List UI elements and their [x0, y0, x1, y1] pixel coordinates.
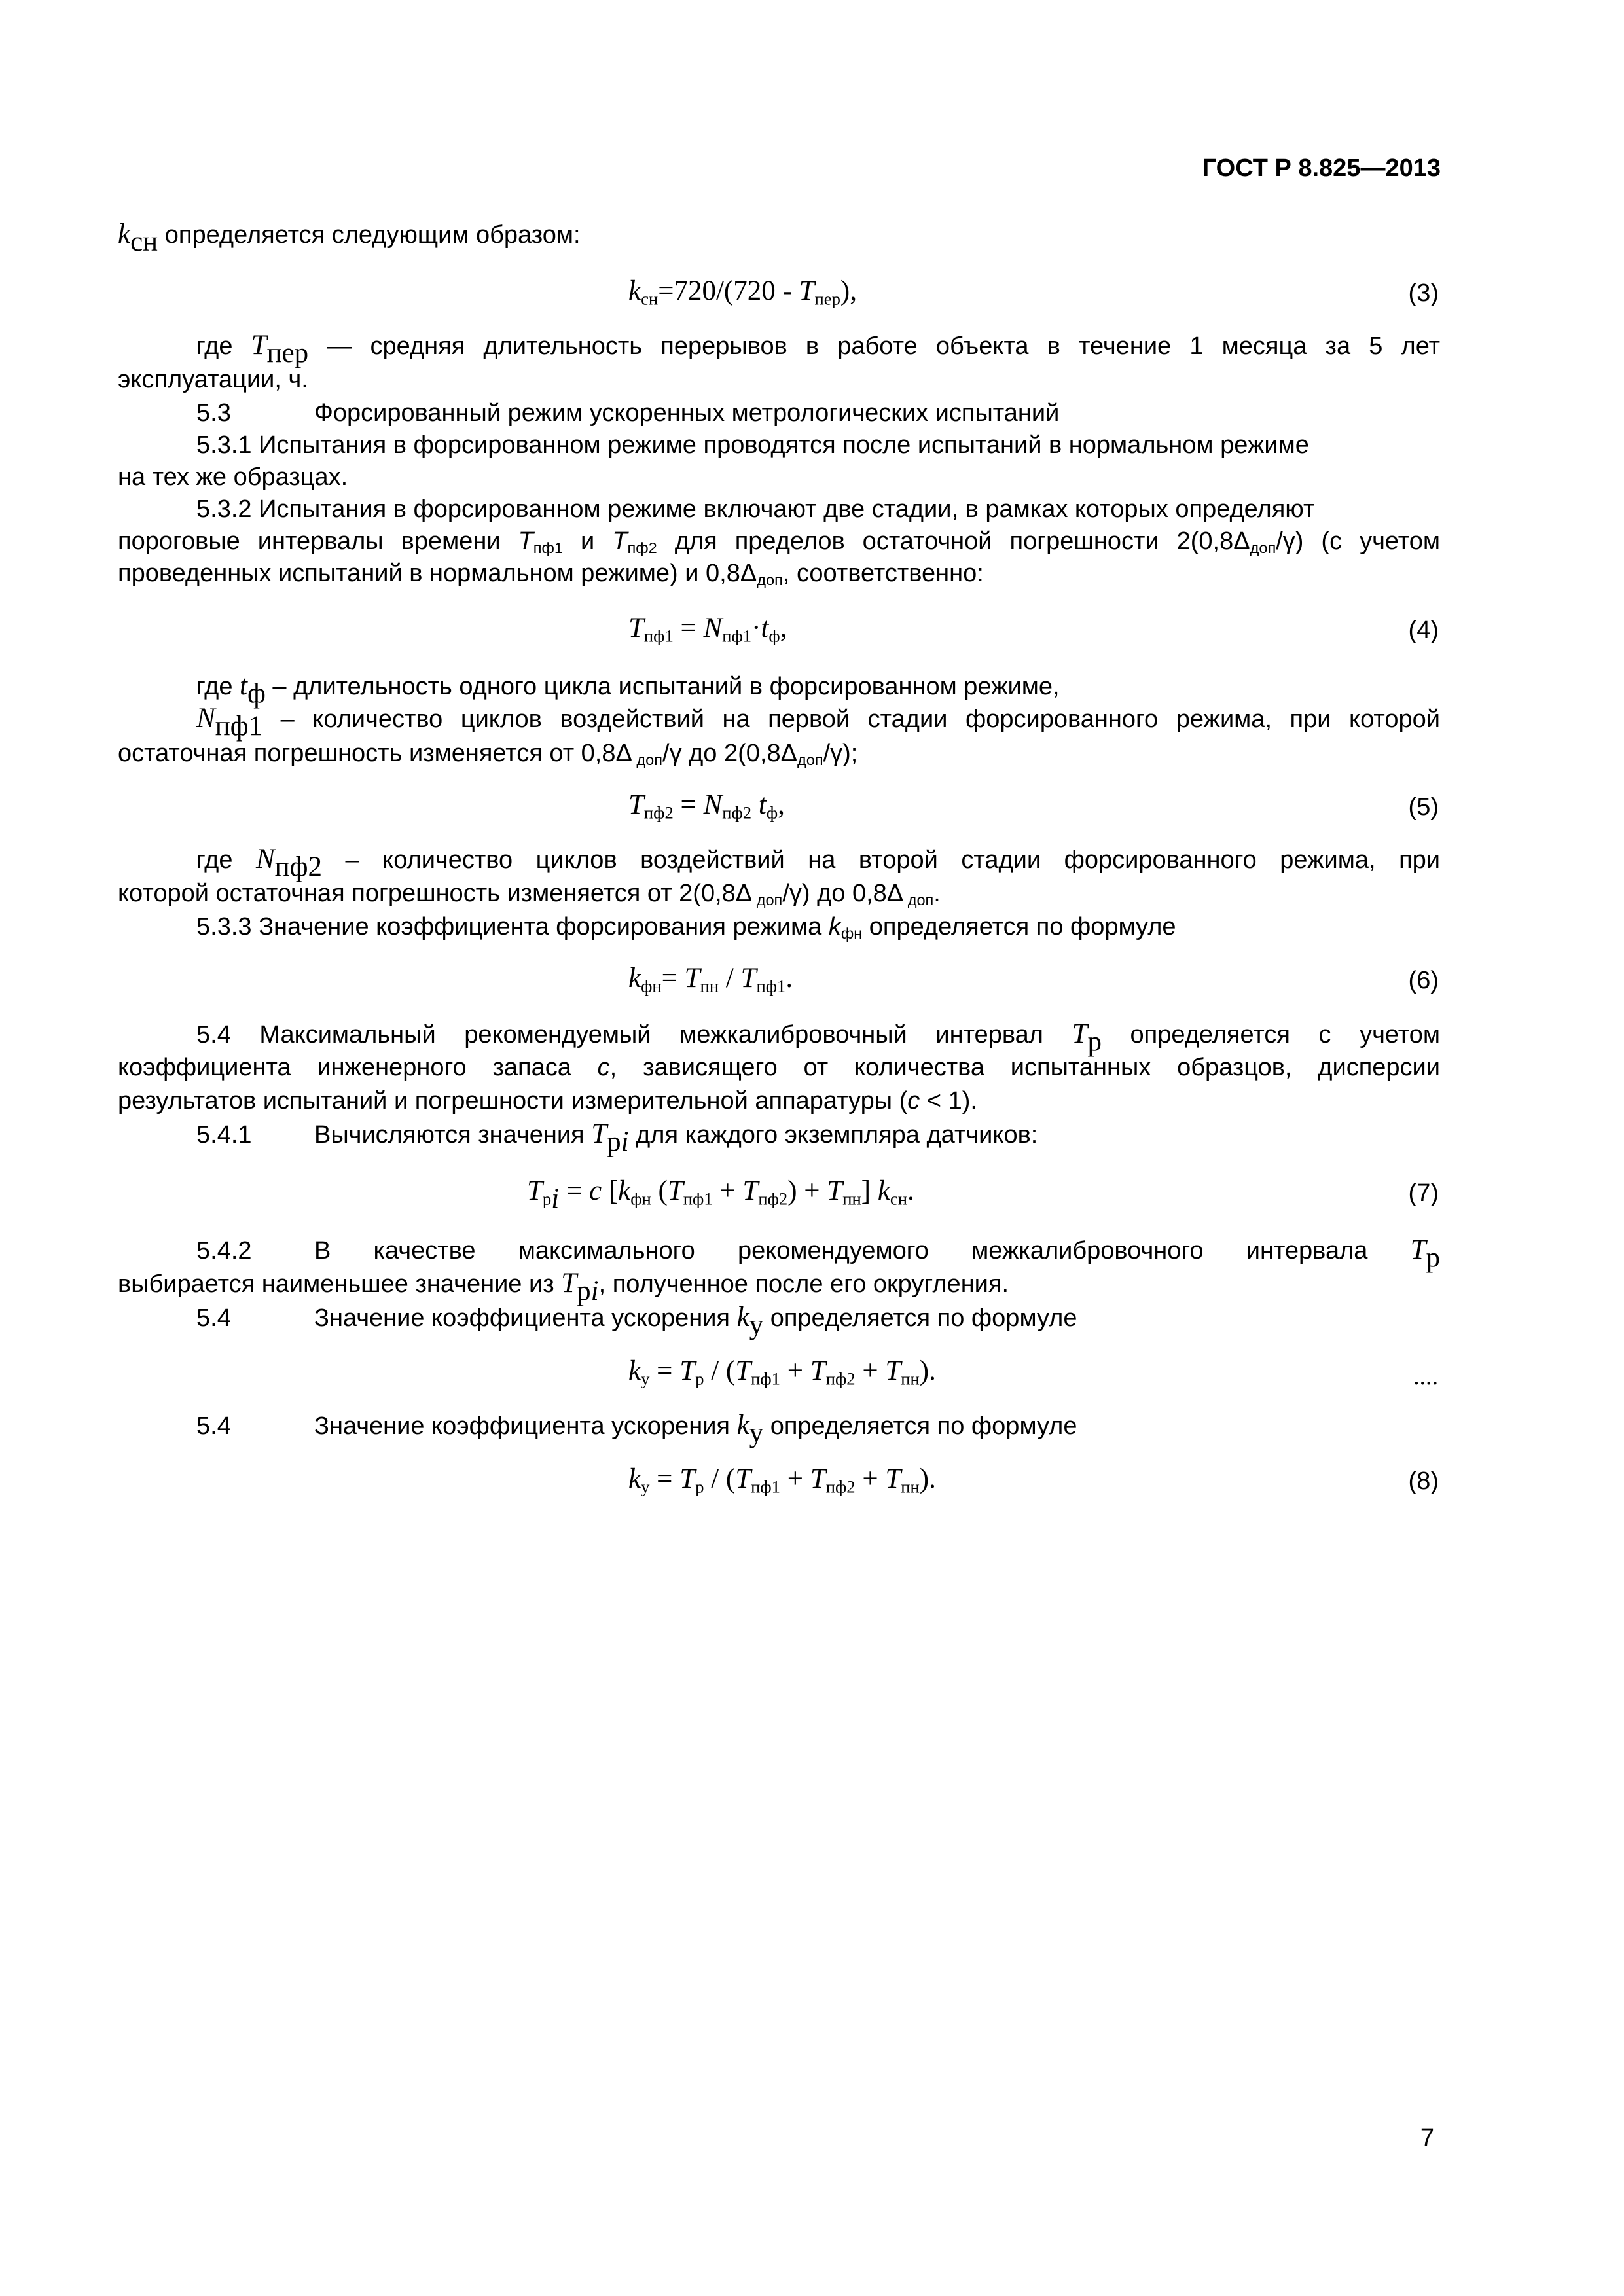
equation-number: (7): [1408, 1179, 1439, 1207]
equation-5: $T_{пф2} = N_{пф2}$ $t_ф$,: [628, 789, 785, 823]
paragraph-line: 5.4 Значение коэффициента ускорения $k_у$ определяется по формуле: [196, 1410, 1077, 1449]
equation-8: $k_у = T_р / (T_{пф1} + T_{пф2} + T_{пн})$.: [628, 1463, 936, 1497]
paragraph-line: 5.4.1 Вычисляются значения $T_{рi}$ для каждого экземпляра датчиков:: [196, 1119, 1038, 1158]
equation-number: (4): [1408, 617, 1439, 644]
document-header: ГОСТ Р 8.825—2013: [1202, 154, 1441, 182]
equation-6: $k_{фн}= T_{пн} / T_{пф1}$.: [628, 963, 793, 996]
paragraph-line: $k_{сн}$ определяется следующим образом:: [118, 219, 581, 258]
paragraph-line: $N_{пф1}$ – количество циклов воздействий на первой стадии форсированного режима, при которой: [196, 703, 1440, 742]
paragraph-line: эксплуатации, ч.: [118, 366, 308, 393]
paragraph-line: 5.3.3 Значение коэффициента форсирования режима $k_{фн}$ определяется по формуле: [196, 913, 1176, 942]
equation-4: $T_{пф1} = N_{пф1}\cdot t_ф$,: [628, 613, 787, 646]
equation-number: (5): [1408, 793, 1439, 821]
paragraph-line: 5.4 Максимальный рекомендуемый межкалибровочный интервал $T_р$ определяется с учетом: [196, 1018, 1441, 1058]
paragraph-line: коэффициента инженерного запаса c, зависящего от количества испытанных образцов, дисперсии: [118, 1054, 1440, 1081]
paragraph-line: где $N_{пф2}$ – количество циклов воздействий на второй стадии форсированного режима, при: [196, 844, 1441, 883]
equation-7: $T_{рi} = c$ [$k_{фн}$ $(T_{пф1} + T_{пф2}) + T_{пн}$] $k_{сн}$.: [527, 1175, 914, 1215]
equation-number: ....: [1414, 1363, 1439, 1390]
paragraph-line: пороговые интервалы времени $T_{пф1}$ и $T_{пф2}$ для пределов остаточной погрешности $2(0,8\Delta_{доп}/\gamma)$ (с учетом: [118, 528, 1440, 556]
paragraph-line: 5.4.2 В качестве максимального рекомендуемого межкалибровочного интервала $T_р$: [196, 1234, 1441, 1274]
equation-number: (3): [1408, 279, 1439, 307]
paragraph-line: где $t_ф$ – длительность одного цикла испытаний в форсированном режиме,: [196, 670, 1060, 709]
paragraph-line: проведенных испытаний в нормальном режиме) и $0,8\Delta_{доп}$, соответственно:: [118, 560, 984, 588]
equation-number: (8): [1408, 1467, 1439, 1495]
paragraph-line: где $T_{пер}$ — средняя длительность перерывов в работе объекта в течение 1 месяца за 5 лет: [196, 330, 1440, 369]
paragraph-line: которой остаточная погрешность изменяется от 2(0,8Δ $_{доп}$/γ) до 0,8Δ $_{доп}$.: [118, 880, 941, 908]
section-heading-5-3: 5.3 Форсированный режим ускоренных метрологических испытаний: [196, 399, 1060, 427]
paragraph-line: 5.3.2 Испытания в форсированном режиме включают две стадии, в рамках которых определяют: [196, 495, 1315, 523]
equation-unnumbered: $k_у = T_р / (T_{пф1} + T_{пф2} + T_{пн})$.: [628, 1355, 936, 1389]
page-number: 7: [1420, 2125, 1434, 2152]
paragraph-line: на тех же образцах.: [118, 463, 348, 491]
paragraph-line: результатов испытаний и погрешности измерительной аппаратуры (c < 1).: [118, 1087, 977, 1115]
paragraph-line: 5.3.1 Испытания в форсированном режиме проводятся после испытаний в нормальном режиме: [196, 431, 1309, 459]
paragraph-line: 5.4 Значение коэффициента ускорения $k_у$ определяется по формуле: [196, 1302, 1077, 1341]
paragraph-line: выбирается наименьшее значение из $T_{рi}$, полученное после его округления.: [118, 1268, 1009, 1307]
paragraph-line: остаточная погрешность изменяется от 0,8Δ $_{доп}$/γ до $2(0,8\Delta_{доп}/\gamma)$;: [118, 740, 858, 768]
equation-3: $k_{сн}=720/(720 - T_{пер})$,: [628, 276, 857, 309]
equation-number: (6): [1408, 967, 1439, 994]
